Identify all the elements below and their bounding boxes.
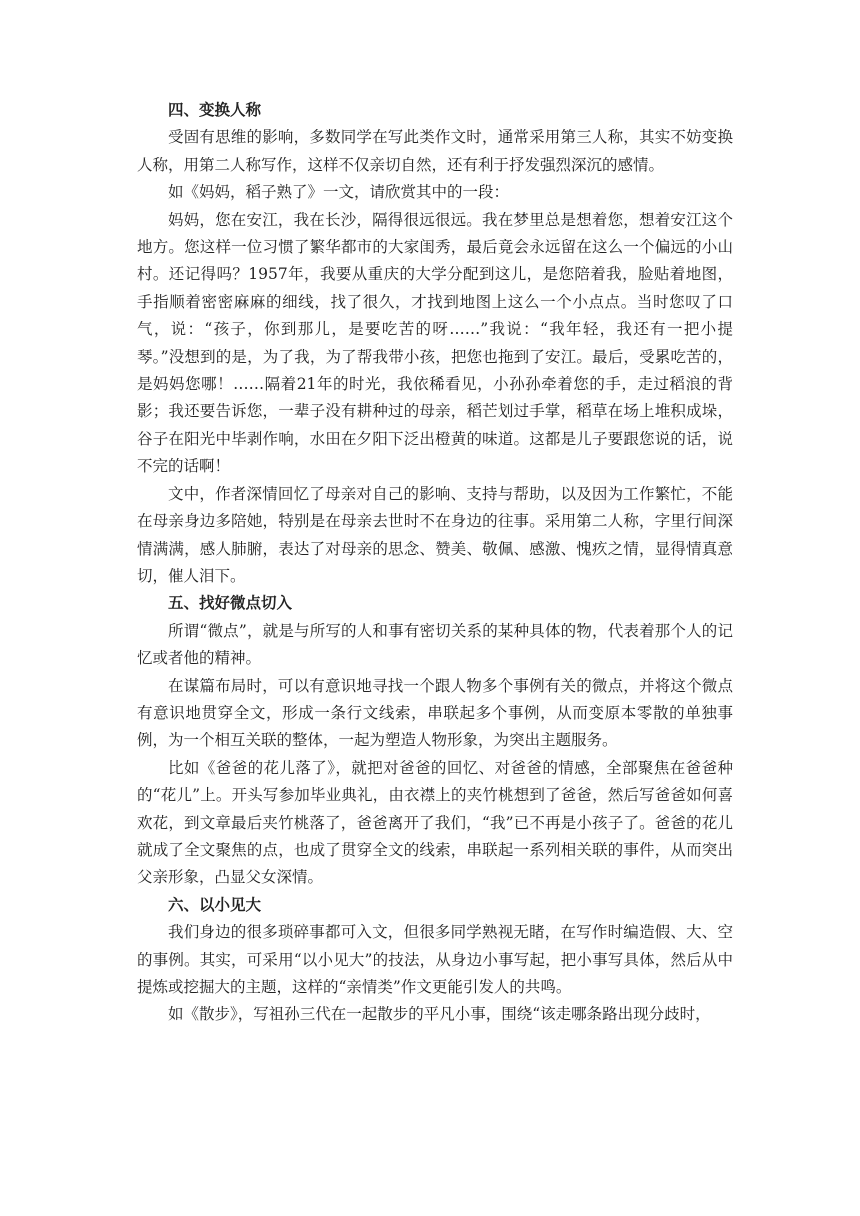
paragraph: 受固有思维的影响，多数同学在写此类作文时，通常采用第三人称，其实不妨变换人称，用第二人称写作，这样不仅亲切自然，还有利于抒发强烈深沉的感情。 [137,128,733,174]
paragraph: 所谓“微点”，就是与所写的人和事有密切关系的某种具体的物，代表着那个人的记忆或者他的精神。 [137,621,733,668]
paragraph: 在谋篇布局时，可以有意识地寻找一个跟人物多个事例有关的微点，并将这个微点有意识地贯穿全文，形成一条行文线索，串联起多个事例，从而变原本零散的单独事例，为一个相互关联的整体，一起为塑造人物形象，为突出主题服务。 [137,676,733,750]
paragraph: 我们身边的很多琐碎事都可入文，但很多同学熟视无睹，在写作时编造假、大、空的事例。其实，可采用“以小见大”的技法，从身边小事写起，把小事写具体，然后从中提炼或挖掘大的主题，这样的“亲情类”作文更能引发人的共鸣。 [137,923,733,996]
document-page [137,97,733,1029]
paragraph: 比如《爸爸的花儿落了》，就把对爸爸的回忆、对爸爸的情感，全部聚焦在爸爸种的“花儿”上。开头写参加毕业典礼，由衣襟上的夹竹桃想到了爸爸，然后写爸爸如何喜欢花，到文章最后夹竹桃落了，爸爸离开了我们，“我”已不再是小孩子了。爸爸的花儿就成了全文聚焦的点，也成了贯穿全文的线索，串联起一系列相关联的事件，从而突出父亲形象，凸显父女深情。 [137,758,733,887]
paragraph: 如《妈妈，稻子熟了》一文，请欣赏其中的一段： [168,183,510,202]
paragraph: 文中，作者深情回忆了母亲对自己的影响、支持与帮助，以及因为工作繁忙，不能在母亲身边多陪她，特别是在母亲去世时不在身边的往事。采用第二人称，字里行间深情满满，感人肺腑，表达了对母亲的思念、赞美、敬佩、感激、愧疚之情，显得情真意切，催人泪下。 [137,484,733,585]
section-heading-5: 五、找好微点切入 [168,594,293,613]
quoted-excerpt: 妈妈，您在安江，我在长沙，隔得很远很远。我在梦里总是想着您，想着安江这个地方。您这样一位习惯了繁华都市的大家闺秀，最后竟会永远留在这么一个偏远的小山村。还记得吗？1957年，我要从重庆的大学分配到这儿，是您陪着我，脸贴着地图，手指顺着密密麻麻的细线，找了很久，才找到地图上这么一个小点点。当时您叹了口气，说：“孩子，你到那儿，是要吃苦的呀……”我说：“我年轻，我还有一把小提琴。”没想到的是，为了我，为了帮我带小孩，把您也拖到了安江。最后，受累吃苦的，是妈妈您哪！……隔着21年的时光，我依稀看见，小孙孙牵着您的手，走过稻浪的背影；我还要告诉您，一辈子没有耕种过的母亲，稻芒划过手掌，稻草在场上堆积成垛，谷子在阳光中毕剥作响，水田在夕阳下泛出橙黄的味道。这都是儿子要跟您说的话，说不完的话啊！ [137,210,733,476]
section-heading-6: 六、以小见大 [168,895,262,914]
section-heading-4: 四、变换人称 [168,101,262,119]
paragraph: 如《散步》，写祖孙三代在一起散步的平凡小事，围绕“该走哪条路出现分歧时， [168,1005,711,1024]
